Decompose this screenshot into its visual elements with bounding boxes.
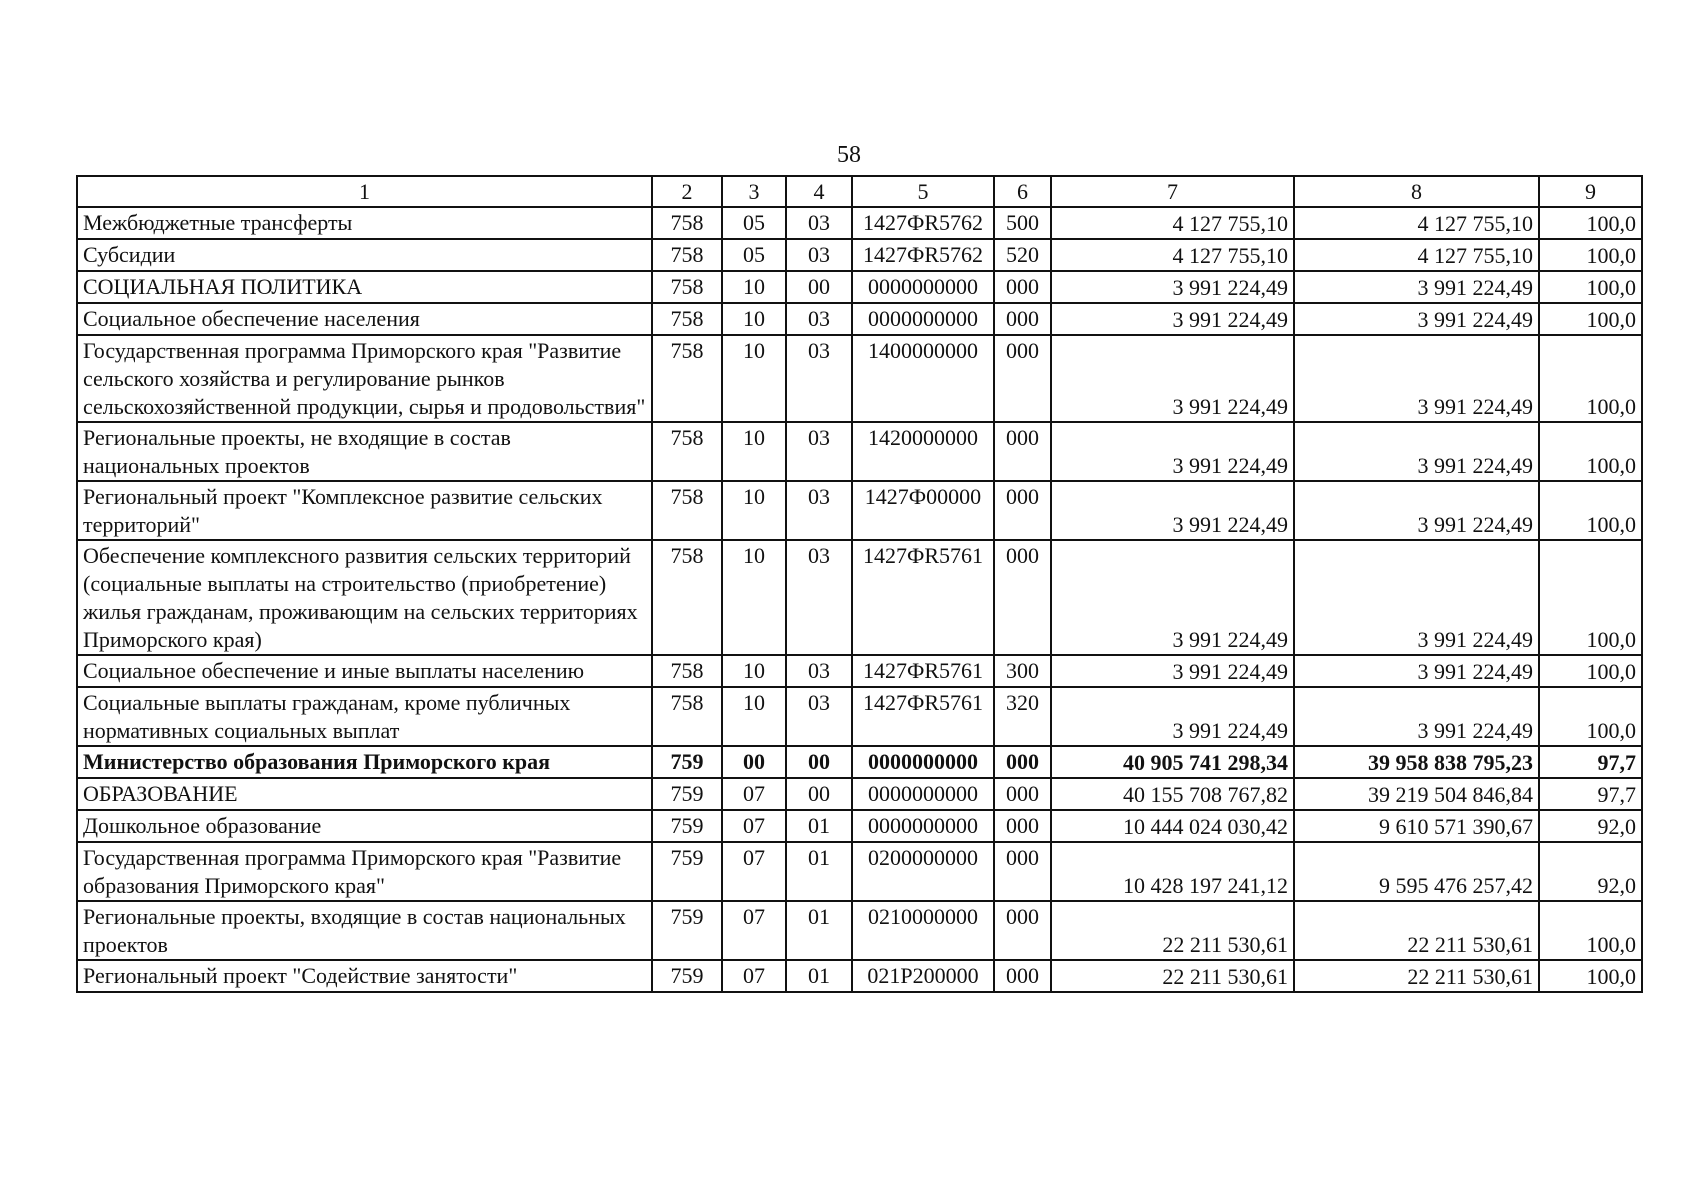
table-row xyxy=(77,746,1642,778)
row-plan-cell: 3 991 224,49 xyxy=(1051,687,1294,746)
row-podrazdel-cell: 01 xyxy=(786,901,852,960)
table-row xyxy=(77,303,1642,335)
row-podrazdel-cell: 03 xyxy=(786,335,852,422)
row-fact-cell: 3 991 224,49 xyxy=(1294,335,1539,422)
row-razdel-cell: 10 xyxy=(722,335,786,422)
row-razdel-cell: 07 xyxy=(722,810,786,842)
table-row xyxy=(77,271,1642,303)
row-plan-cell: 10 444 024 030,42 xyxy=(1051,810,1294,842)
table-row xyxy=(77,687,1642,746)
row-podrazdel-cell: 03 xyxy=(786,239,852,271)
row-csr-cell: 0000000000 xyxy=(852,778,994,810)
header-cell: 2 xyxy=(652,176,722,207)
row-fact-cell: 3 991 224,49 xyxy=(1294,481,1539,540)
table-body xyxy=(77,207,1642,992)
row-plan-cell: 22 211 530,61 xyxy=(1051,901,1294,960)
row-razdel-cell: 07 xyxy=(722,842,786,901)
row-plan-cell: 4 127 755,10 xyxy=(1051,207,1294,239)
row-podrazdel-cell: 03 xyxy=(786,207,852,239)
row-percent-cell: 97,7 xyxy=(1539,746,1642,778)
row-podrazdel-cell: 03 xyxy=(786,422,852,481)
row-percent-cell: 100,0 xyxy=(1539,901,1642,960)
row-name-cell: Дошкольное образование xyxy=(77,810,652,842)
row-razdel-cell: 05 xyxy=(722,207,786,239)
row-fact-cell: 3 991 224,49 xyxy=(1294,687,1539,746)
row-csr-cell: 0200000000 xyxy=(852,842,994,901)
row-name-cell: Социальные выплаты гражданам, кроме публичных нормативных социальных выплат xyxy=(77,687,652,746)
row-razdel-cell: 07 xyxy=(722,960,786,992)
row-fact-cell: 9 610 571 390,67 xyxy=(1294,810,1539,842)
row-glava-cell: 759 xyxy=(652,746,722,778)
row-plan-cell: 40 155 708 767,82 xyxy=(1051,778,1294,810)
row-razdel-cell: 10 xyxy=(722,271,786,303)
row-csr-cell: 1427ФR5761 xyxy=(852,540,994,655)
row-csr-cell: 0000000000 xyxy=(852,271,994,303)
row-csr-cell: 1420000000 xyxy=(852,422,994,481)
row-plan-cell: 3 991 224,49 xyxy=(1051,540,1294,655)
row-percent-cell: 100,0 xyxy=(1539,422,1642,481)
row-plan-cell: 3 991 224,49 xyxy=(1051,422,1294,481)
row-vr-cell: 520 xyxy=(994,239,1051,271)
page-number: 58 xyxy=(837,142,861,168)
row-plan-cell: 3 991 224,49 xyxy=(1051,303,1294,335)
row-vr-cell: 320 xyxy=(994,687,1051,746)
row-csr-cell: 1400000000 xyxy=(852,335,994,422)
row-glava-cell: 759 xyxy=(652,960,722,992)
row-podrazdel-cell: 03 xyxy=(786,481,852,540)
row-vr-cell: 000 xyxy=(994,303,1051,335)
row-name-cell: Обеспечение комплексного развития сельских территорий (социальные выплаты на строительство (приобретение) жилья гражданам, проживающим на сельских территориях Приморского края) xyxy=(77,540,652,655)
row-plan-cell: 3 991 224,49 xyxy=(1051,481,1294,540)
row-name-cell: Региональные проекты, не входящие в состав национальных проектов xyxy=(77,422,652,481)
header-cell: 5 xyxy=(852,176,994,207)
row-razdel-cell: 10 xyxy=(722,481,786,540)
table-row xyxy=(77,842,1642,901)
row-glava-cell: 758 xyxy=(652,655,722,687)
table-header-row xyxy=(77,176,1642,207)
row-percent-cell: 92,0 xyxy=(1539,842,1642,901)
row-fact-cell: 39 219 504 846,84 xyxy=(1294,778,1539,810)
row-plan-cell: 3 991 224,49 xyxy=(1051,271,1294,303)
row-podrazdel-cell: 01 xyxy=(786,842,852,901)
row-razdel-cell: 10 xyxy=(722,303,786,335)
row-percent-cell: 100,0 xyxy=(1539,540,1642,655)
row-csr-cell: 1427Ф00000 xyxy=(852,481,994,540)
row-vr-cell: 000 xyxy=(994,540,1051,655)
row-csr-cell: 1427ФR5762 xyxy=(852,239,994,271)
row-razdel-cell: 00 xyxy=(722,746,786,778)
row-vr-cell: 000 xyxy=(994,778,1051,810)
row-podrazdel-cell: 00 xyxy=(786,778,852,810)
row-vr-cell: 500 xyxy=(994,207,1051,239)
row-fact-cell: 3 991 224,49 xyxy=(1294,655,1539,687)
row-podrazdel-cell: 01 xyxy=(786,960,852,992)
row-fact-cell: 3 991 224,49 xyxy=(1294,271,1539,303)
row-name-cell: Социальное обеспечение населения xyxy=(77,303,652,335)
row-csr-cell: 1427ФR5761 xyxy=(852,655,994,687)
row-glava-cell: 758 xyxy=(652,207,722,239)
header-cell: 7 xyxy=(1051,176,1294,207)
row-glava-cell: 759 xyxy=(652,778,722,810)
row-glava-cell: 759 xyxy=(652,810,722,842)
row-csr-cell: 1427ФR5761 xyxy=(852,687,994,746)
row-percent-cell: 97,7 xyxy=(1539,778,1642,810)
header-cell: 9 xyxy=(1539,176,1642,207)
row-fact-cell: 4 127 755,10 xyxy=(1294,239,1539,271)
table-row xyxy=(77,960,1642,992)
row-csr-cell: 0000000000 xyxy=(852,810,994,842)
row-fact-cell: 9 595 476 257,42 xyxy=(1294,842,1539,901)
row-plan-cell: 4 127 755,10 xyxy=(1051,239,1294,271)
row-fact-cell: 3 991 224,49 xyxy=(1294,422,1539,481)
row-plan-cell: 10 428 197 241,12 xyxy=(1051,842,1294,901)
row-fact-cell: 3 991 224,49 xyxy=(1294,540,1539,655)
row-percent-cell: 100,0 xyxy=(1539,481,1642,540)
row-name-cell: СОЦИАЛЬНАЯ ПОЛИТИКА xyxy=(77,271,652,303)
row-name-cell: Социальное обеспечение и иные выплаты населению xyxy=(77,655,652,687)
row-razdel-cell: 07 xyxy=(722,901,786,960)
row-percent-cell: 92,0 xyxy=(1539,810,1642,842)
row-glava-cell: 758 xyxy=(652,540,722,655)
row-name-cell: Министерство образования Приморского края xyxy=(77,746,652,778)
table-row xyxy=(77,901,1642,960)
row-percent-cell: 100,0 xyxy=(1539,239,1642,271)
table-row xyxy=(77,207,1642,239)
row-podrazdel-cell: 00 xyxy=(786,271,852,303)
row-razdel-cell: 10 xyxy=(722,422,786,481)
row-fact-cell: 4 127 755,10 xyxy=(1294,207,1539,239)
row-percent-cell: 100,0 xyxy=(1539,655,1642,687)
row-razdel-cell: 10 xyxy=(722,655,786,687)
header-cell: 1 xyxy=(77,176,652,207)
row-vr-cell: 000 xyxy=(994,842,1051,901)
row-podrazdel-cell: 03 xyxy=(786,687,852,746)
row-razdel-cell: 10 xyxy=(722,540,786,655)
row-vr-cell: 000 xyxy=(994,810,1051,842)
row-vr-cell: 000 xyxy=(994,271,1051,303)
budget-table xyxy=(76,175,1643,993)
row-vr-cell: 000 xyxy=(994,481,1051,540)
row-podrazdel-cell: 03 xyxy=(786,540,852,655)
row-percent-cell: 100,0 xyxy=(1539,960,1642,992)
row-podrazdel-cell: 03 xyxy=(786,303,852,335)
row-csr-cell: 1427ФR5762 xyxy=(852,207,994,239)
table-row xyxy=(77,778,1642,810)
row-fact-cell: 22 211 530,61 xyxy=(1294,901,1539,960)
row-percent-cell: 100,0 xyxy=(1539,687,1642,746)
row-plan-cell: 3 991 224,49 xyxy=(1051,655,1294,687)
header-cell: 3 xyxy=(722,176,786,207)
row-podrazdel-cell: 01 xyxy=(786,810,852,842)
row-fact-cell: 3 991 224,49 xyxy=(1294,303,1539,335)
row-csr-cell: 0000000000 xyxy=(852,746,994,778)
row-fact-cell: 39 958 838 795,23 xyxy=(1294,746,1539,778)
table-row xyxy=(77,422,1642,481)
row-plan-cell: 40 905 741 298,34 xyxy=(1051,746,1294,778)
row-csr-cell: 0000000000 xyxy=(852,303,994,335)
row-percent-cell: 100,0 xyxy=(1539,303,1642,335)
table-row xyxy=(77,335,1642,422)
row-plan-cell: 3 991 224,49 xyxy=(1051,335,1294,422)
row-glava-cell: 758 xyxy=(652,687,722,746)
table-row xyxy=(77,481,1642,540)
row-percent-cell: 100,0 xyxy=(1539,335,1642,422)
header-cell: 6 xyxy=(994,176,1051,207)
row-glava-cell: 758 xyxy=(652,481,722,540)
row-glava-cell: 758 xyxy=(652,303,722,335)
row-name-cell: Государственная программа Приморского края "Развитие сельского хозяйства и регулирование рынков сельскохозяйственной продукции, сырья и продовольствия" xyxy=(77,335,652,422)
row-glava-cell: 758 xyxy=(652,239,722,271)
row-name-cell: ОБРАЗОВАНИЕ xyxy=(77,778,652,810)
row-fact-cell: 22 211 530,61 xyxy=(1294,960,1539,992)
row-podrazdel-cell: 00 xyxy=(786,746,852,778)
row-razdel-cell: 07 xyxy=(722,778,786,810)
row-vr-cell: 000 xyxy=(994,901,1051,960)
row-name-cell: Межбюджетные трансферты xyxy=(77,207,652,239)
row-vr-cell: 000 xyxy=(994,746,1051,778)
row-name-cell: Государственная программа Приморского края "Развитие образования Приморского края" xyxy=(77,842,652,901)
row-vr-cell: 000 xyxy=(994,422,1051,481)
table-row xyxy=(77,540,1642,655)
table-row xyxy=(77,239,1642,271)
row-vr-cell: 000 xyxy=(994,960,1051,992)
table-row xyxy=(77,655,1642,687)
row-csr-cell: 021P200000 xyxy=(852,960,994,992)
row-vr-cell: 000 xyxy=(994,335,1051,422)
table-row xyxy=(77,810,1642,842)
row-razdel-cell: 10 xyxy=(722,687,786,746)
header-cell: 8 xyxy=(1294,176,1539,207)
row-plan-cell: 22 211 530,61 xyxy=(1051,960,1294,992)
row-name-cell: Региональный проект "Комплексное развитие сельских территорий" xyxy=(77,481,652,540)
row-name-cell: Региональный проект "Содействие занятости" xyxy=(77,960,652,992)
header-cell: 4 xyxy=(786,176,852,207)
row-glava-cell: 759 xyxy=(652,901,722,960)
row-csr-cell: 0210000000 xyxy=(852,901,994,960)
row-percent-cell: 100,0 xyxy=(1539,207,1642,239)
row-name-cell: Субсидии xyxy=(77,239,652,271)
row-percent-cell: 100,0 xyxy=(1539,271,1642,303)
row-vr-cell: 300 xyxy=(994,655,1051,687)
row-glava-cell: 759 xyxy=(652,842,722,901)
row-glava-cell: 758 xyxy=(652,271,722,303)
row-glava-cell: 758 xyxy=(652,422,722,481)
row-glava-cell: 758 xyxy=(652,335,722,422)
row-podrazdel-cell: 03 xyxy=(786,655,852,687)
row-razdel-cell: 05 xyxy=(722,239,786,271)
row-name-cell: Региональные проекты, входящие в состав национальных проектов xyxy=(77,901,652,960)
